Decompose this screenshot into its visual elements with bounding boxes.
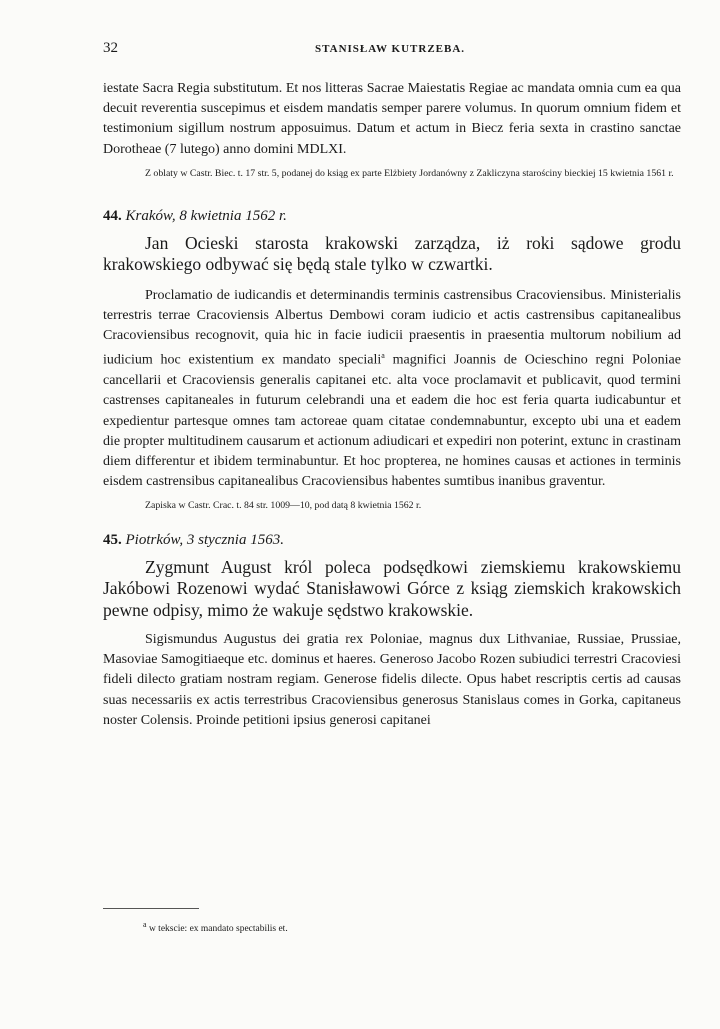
footnote-divider xyxy=(103,908,199,909)
entry-text-part: Proclamatio de iudicandis et determinandis terminis castrensibus Cracoviensibus. Ministerialis terrestris terrae Cracoviensis Albertus Dembowi coram iudicio et actis castrensibus capitanealibus Cracoviensibus recognovit, quia hic in facie iudicii praesentis in praesentia multorum nobilium ad iudicium hoc existentium ex mandato speciali xyxy=(103,287,681,369)
footnote-mark: a xyxy=(143,920,147,929)
source-note: Z oblaty w Castr. Biec. t. 17 str. 5, podanej do ksiąg ex parte Elżbiety Jordanówny z Zakliczyna starościny bieckiej 15 kwietnia 1561 r. xyxy=(145,167,674,179)
running-title: STANISŁAW KUTRZEBA. xyxy=(315,43,466,55)
entry-heading xyxy=(103,532,681,549)
footnote-text: w tekscie: ex mandato spectabilis et. xyxy=(146,924,288,935)
footnote xyxy=(143,920,288,934)
entry-place-date: Piotrków, 3 stycznia 1563. xyxy=(125,531,284,548)
entry-summary: Zygmunt August król poleca podsędkowi ziemskiemu krakowskiemu Jakóbowi Rozenowi wydać Stanisławowi Górce z ksiąg ziemskich krakowskich pewne odpisy, mimo że wakuje sędstwo krakowskie. xyxy=(103,556,681,620)
entry-summary: Jan Ocieski starosta krakowski zarządza, iż roki sądowe grodu krakowskiego odbywać się będą stale tylko w czwartki. xyxy=(103,232,681,275)
source-note: Zapiska w Castr. Crac. t. 84 str. 1009—10, pod datą 8 kwietnia 1562 r. xyxy=(145,499,422,511)
entry-number: 44. xyxy=(103,207,122,224)
footnote-mark: a xyxy=(381,351,385,361)
document-page xyxy=(103,40,681,731)
continued-text: iestate Sacra Regia substitutum. Et nos litteras Sacrae Maiestatis Regiae ac mandata omnia cum ea qua decuit reverentia suscepimus et eisdem mandatis semper parere volumus. In quorum omnium fidem et testimonium sigillum nostrum apposuimus. Datum et actum in Biecz feria sexta in crastino sanctae Dorotheae (7 lutego) anno domini MDLXI. xyxy=(103,81,681,157)
page-number: 32 xyxy=(103,40,118,56)
entry-text-part: magnifici Joannis de Ocieschino regni Poloniae cancellarii et Cracoviensis generalis capitanei etc. alta voce proclamavit et publicavit, quod termini castrenses capitaneales in futurum celebrandi una et eadem die hoc est feria quarta iudicabuntur et expedientur partesque omnes tam actoreae quam citatae condemnabuntur, excepto ubi una et eadem die propter multitudinem causarum et actionum adiudicari et expediri non poterint, extunc in crastinam diem differentur et ibidem terminabuntur. Et hoc propterea, ne homines causas et actiones in terminis eisdem castrensibus capitanealibus Cracoviensibus habentes sumtibus inanibus graventur. xyxy=(103,353,681,490)
entry-number: 45. xyxy=(103,531,122,548)
entry-text: Sigismundus Augustus dei gratia rex Poloniae, magnus dux Lithvaniae, Russiae, Prussiae, Masoviae Samogitiaeque etc. dominus et haeres. Generoso Jacobo Rozen subiudici terrestri Cracoviesi fideli dilecto gratiam nostram regiam. Generose fidelis dilecte. Opus habet rescriptis certis ad causas suas necessariis ex actis terrestribus Cracoviensibus generosus Stanislaus comes in Gorka, capitaneus noster Colensis. Proinde petitioni ipsius generosi capitanei xyxy=(103,632,681,728)
entry-text xyxy=(103,286,681,493)
entry-heading xyxy=(103,208,681,225)
entry-place-date: Kraków, 8 kwietnia 1562 r. xyxy=(125,207,287,224)
page-header xyxy=(103,40,681,62)
